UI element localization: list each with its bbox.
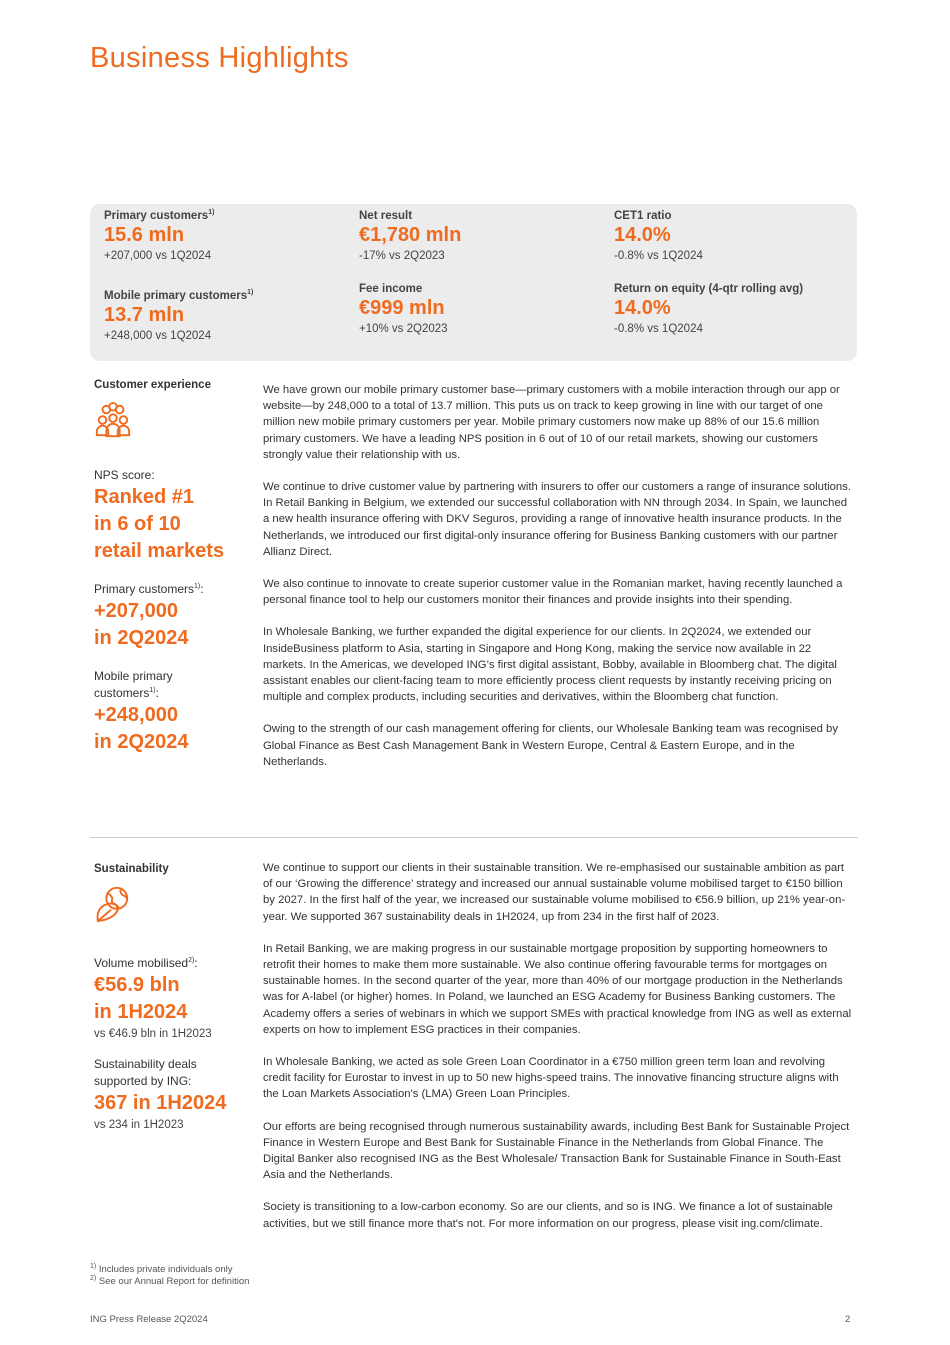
- primary-customers-value: in 2Q2024: [94, 627, 189, 649]
- kpi-net-result: [359, 210, 604, 262]
- kpi-delta: +10% vs 2Q2023: [359, 323, 448, 335]
- kpi-delta: -17% vs 2Q2023: [359, 250, 445, 262]
- footnote: $^{2)}$ See our Annual Report for definition: [90, 1274, 250, 1287]
- people-group-icon: [94, 401, 132, 439]
- section-divider: [90, 837, 858, 838]
- sustainability-sidebar: [94, 863, 254, 1131]
- nps-value: retail markets: [94, 540, 225, 562]
- paragraph: In Wholesale Banking, we acted as sole Green Loan Coordinator in a €750 million green term loan and revolving credit facility for Eurostar to invest in up to 50 new highs-speed trains. The innovative financing structure aligns with the Loan Markets Association's (LMA) Green Loan Principles.: [263, 1056, 839, 1101]
- paragraph: In Retail Banking, we are making progress in our sustainable mortgage proposition by supporting homeowners to retrofit their homes to make them more sustainable. We also continue offering favourable terms for mortgages on sustainable homes. In the second quarter of the year, more than 40% of our mortgage production in the Netherlands was for A-label (or higher) homes. In Poland, we launched an ESG Academy for Business Banking customers. The Academy offers a series of webinars in which we support SMEs with practical knowledge from ING as well as external experts on how to implement ESG practices in their companies.: [263, 942, 852, 1036]
- page-title: Business Highlights: [90, 42, 349, 74]
- volume-mobilised-comparison: vs €46.9 bln in 1H2023: [94, 1028, 212, 1040]
- kpi-primary-customers: [104, 210, 349, 262]
- nps-value: Ranked #1: [94, 486, 195, 508]
- sustainability-body: [263, 860, 855, 1248]
- nps-label: NPS score:: [94, 468, 155, 482]
- customer-experience-sidebar: [94, 379, 254, 756]
- deals-label: Sustainability deals: [94, 1057, 197, 1071]
- paragraph: Our efforts are being recognised through numerous sustainability awards, including Best Bank for Sustainable Project Finance in Western Europe and Best Bank for Sustainable Finance in the Netherlands from Global Finance. The Digital Banker also recognised ING as the Best Wholesale/ Transaction Bank for Sustainable Finance in South-East Asia and the Netherlands.: [263, 1120, 850, 1182]
- kpi-delta: +207,000 vs 1Q2024: [104, 250, 212, 262]
- footnote: $^{1)}$ Includes private individuals only: [90, 1262, 233, 1275]
- kpi-value: 14.0%: [614, 297, 671, 319]
- paragraph: We have grown our mobile primary customer base—primary customers with a mobile interaction through our app or website—by 248,000 to a total of 13.7 million. This puts us on track to keep growing in line with our target of one million new mobile primary customers per year. Mobile primary customers now make up 88% of our 15.6 million primary customers. We have a leading NPS position in 6 out of 10 of our retail markets, showing our customers strongly value their relationship with us.: [263, 384, 840, 461]
- primary-customers-label: Primary customers$^{1)}$:: [94, 582, 204, 596]
- footer-document-name: ING Press Release 2Q2024: [90, 1314, 208, 1325]
- kpi-mobile-primary-customers: [104, 290, 349, 342]
- kpi-value: 15.6 mln: [104, 224, 185, 246]
- leaf-globe-icon: [94, 885, 132, 923]
- mobile-customers-label: customers$^{1)}$:: [94, 686, 159, 700]
- kpi-value: 14.0%: [614, 224, 671, 246]
- paragraph: We continue to support our clients in their sustainable transition. We re-emphasised our sustainable ambition as part of our ‘Growing the difference’ strategy and increased our annual sustainable volume mobilised target to €150 billion by 2027. In the first half of the year, we increased our sustainable volume mobilised to €56.9 billion, up 21% year-on-year. We supported 367 sustainability deals in 1H2024, up from 234 in the first half of 2023.: [263, 862, 846, 923]
- section-title-customer-experience: Customer experience: [94, 379, 211, 391]
- page-number: 2: [845, 1314, 851, 1325]
- nps-value: in 6 of 10: [94, 513, 181, 535]
- deals-value: 367 in 1H2024: [94, 1092, 227, 1114]
- paragraph: We also continue to innovate to create superior customer value in the Romanian market, having recently launched a personal finance tool to help our customers monitor their finances and provide insights into their spending.: [263, 578, 843, 607]
- primary-customers-value: +207,000: [94, 600, 178, 622]
- paragraph: In Wholesale Banking, we further expanded the digital experience for our clients. In 2Q2024, we extended our InsideBusiness platform to Asia, starting in Singapore and Hong Kong, making the service now available in 22 markets. In the Americas, we developed ING’s first digital assistant, Bobby, available in Bloomberg chat. The digital assistant enables our client-facing team to more efficiently process client requests by instantly receiving pricing on multiple and complex products, including securities and derivatives, within the Bloomberg chat function.: [263, 626, 837, 704]
- kpi-delta: -0.8% vs 1Q2024: [614, 323, 703, 335]
- footnotes: [90, 1264, 260, 1288]
- kpi-value: 13.7 mln: [104, 304, 185, 326]
- mobile-customers-value: in 2Q2024: [94, 731, 189, 753]
- kpi-label: Mobile primary customers$^{1)}$: [104, 289, 254, 302]
- kpi-delta: -0.8% vs 1Q2024: [614, 250, 703, 262]
- deals-comparison: vs 234 in 1H2023: [94, 1119, 184, 1131]
- kpi-value: €999 mln: [359, 297, 445, 319]
- customer-experience-body: [263, 382, 855, 786]
- kpi-value: €1,780 mln: [359, 224, 462, 246]
- kpi-label: CET1 ratio: [614, 210, 672, 222]
- kpi-panel: [90, 204, 857, 361]
- kpi-label: Net result: [359, 210, 413, 222]
- kpi-label: Fee income: [359, 283, 423, 295]
- kpi-fee-income: [359, 283, 604, 335]
- kpi-return-on-equity: [614, 283, 859, 335]
- volume-mobilised-value: €56.9 bln: [94, 974, 180, 996]
- paragraph: Society is transitioning to a low-carbon economy. So are our clients, and so is ING. We finance a lot of sustainable activities, but we still finance more that's not. For more information on our progress, please visit ing.com/climate.: [263, 1201, 833, 1230]
- deals-label: supported by ING:: [94, 1074, 192, 1088]
- kpi-label: Return on equity (4-qtr rolling avg): [614, 283, 804, 295]
- kpi-delta: +248,000 vs 1Q2024: [104, 330, 212, 342]
- kpi-cet1-ratio: [614, 210, 859, 262]
- volume-mobilised-value: in 1H2024: [94, 1001, 188, 1023]
- section-title-sustainability: Sustainability: [94, 863, 169, 875]
- kpi-label: Primary customers$^{1)}$: [104, 209, 215, 222]
- volume-mobilised-label: Volume mobilised$^{2)}$:: [94, 956, 198, 970]
- paragraph: Owing to the strength of our cash management offering for clients, our Wholesale Banking team was recognised by Global Finance as Best Cash Management Bank in Western Europe, Central & Eastern Europe, and in the Netherlands.: [263, 723, 838, 768]
- mobile-customers-value: +248,000: [94, 704, 178, 726]
- paragraph: We continue to drive customer value by partnering with insurers to offer our customers a range of insurance solutions. In Retail Banking in Belgium, we extended our successful collaboration with NN through 2034. In Spain, we launched a new health insurance offering with DKV Seguros, providing a range of innovative health insurance products. In the Netherlands, we introduced our first digital-only insurance offering for Business Banking customers with our partner Allianz Direct.: [263, 481, 851, 558]
- mobile-customers-label: Mobile primary: [94, 669, 173, 683]
